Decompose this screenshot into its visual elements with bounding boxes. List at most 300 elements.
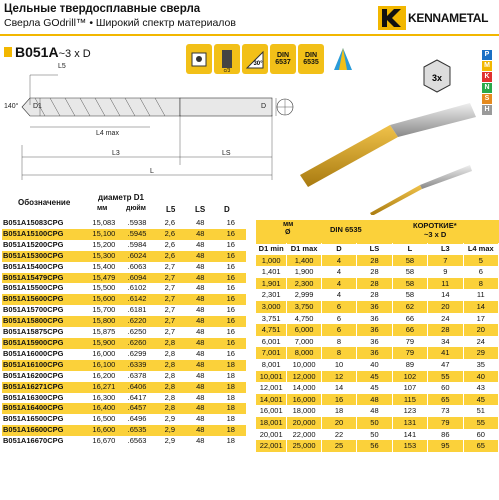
cell-ls: 48: [185, 425, 215, 436]
cell-d: 16: [226, 218, 235, 227]
table-row: [256, 255, 499, 267]
cell-l3: 14: [428, 289, 463, 301]
table-row: [256, 394, 499, 406]
table-row: [2, 338, 246, 349]
table-row: [2, 382, 246, 393]
table-row: [2, 283, 246, 294]
cell-inch: .6406: [120, 382, 155, 393]
cell-l5: 2,7: [164, 261, 176, 271]
cell-d: 8: [321, 336, 356, 348]
cell-l3: 9: [428, 266, 463, 278]
cell-l5: 2,6: [164, 218, 176, 227]
cell-d: 20: [321, 417, 356, 429]
cell-ls: 45: [357, 371, 392, 383]
cell-l3: 47: [428, 359, 463, 371]
material-p: P: [482, 50, 492, 60]
table-row: [256, 278, 499, 290]
materials-badge: [420, 55, 454, 95]
cell-code: B051A16600CPG: [2, 425, 88, 436]
table-row: [2, 273, 246, 284]
table-row: [2, 218, 246, 229]
cell-d: 12: [321, 371, 356, 383]
cell-ls: 48: [196, 370, 205, 380]
cell-d: 8: [321, 347, 356, 359]
cell-mm: 15,500: [92, 283, 116, 293]
cell-d1min: 3,751: [256, 313, 287, 325]
cell-inch: .6094: [120, 273, 155, 284]
cell-inch: .6457: [120, 403, 155, 414]
table-row: [2, 436, 246, 447]
cell-l5: 2,8: [155, 360, 186, 371]
cell-l4: 60: [463, 429, 498, 441]
cell-inch: .5984: [127, 239, 147, 249]
cell-d: 18: [216, 382, 246, 393]
cell-code: B051A15875CPG: [3, 327, 64, 337]
cell-inch: .6142: [120, 294, 155, 305]
cell-ls: 36: [357, 301, 392, 313]
cell-code: B051A16000CPG: [3, 348, 64, 358]
rt-col-l4: L4 max: [463, 243, 498, 255]
cell-code: B051A16100CPG: [2, 360, 88, 371]
cell-mm: 16,670: [92, 436, 116, 446]
cell-d1min: 3,000: [256, 301, 287, 313]
cell-d1max: 2,999: [287, 289, 321, 301]
cell-ls: 48: [196, 414, 205, 424]
cell-inch: .6181: [127, 305, 147, 315]
cell-ls: 48: [357, 405, 392, 417]
title-divider: [0, 34, 499, 36]
cell-l5: 2,6: [155, 229, 186, 240]
cell-ls: 48: [196, 283, 205, 293]
cell-d1min: 1,901: [256, 278, 287, 290]
cell-code: B051A15083CPG: [3, 218, 64, 227]
cell-d1max: 18,000: [287, 405, 321, 417]
cell-d1min: 6,001: [256, 336, 287, 348]
rt-header-short2: ~3 x D: [424, 230, 447, 239]
cell-mm: 16,600: [88, 425, 119, 436]
rt-col-d: D: [321, 243, 356, 255]
table-row: [256, 347, 499, 359]
cell-l4: 43: [463, 382, 498, 394]
cell-d1min: 22,001: [256, 440, 287, 452]
cell-d1min: 1,401: [256, 266, 287, 278]
cell-d: 4: [321, 289, 356, 301]
cell-mm: 16,200: [92, 370, 116, 380]
cell-l3: 11: [428, 278, 463, 290]
cell-d: 22: [321, 429, 356, 441]
model-suffix: ~3 x D: [58, 48, 91, 60]
cell-d: 25: [321, 440, 356, 452]
cell-code: B051A15700CPG: [3, 305, 64, 315]
cell-code: B051A15500CPG: [3, 283, 64, 293]
cell-mm: 15,300: [88, 251, 119, 262]
cell-d1max: 12,000: [287, 371, 321, 383]
cell-l: 107: [392, 382, 427, 394]
cell-code: B051A15200CPG: [3, 239, 64, 249]
table-row: [256, 266, 499, 278]
cell-d1min: 2,301: [256, 289, 287, 301]
cell-code: B051A15800CPG: [2, 316, 88, 327]
cell-d1min: 10,001: [256, 371, 287, 383]
cell-ls: 40: [357, 359, 392, 371]
cell-code: B051A16200CPG: [3, 370, 64, 380]
dim-d: D: [261, 103, 267, 110]
cell-l4: 29: [463, 347, 498, 359]
cell-d1max: 16,000: [287, 394, 321, 406]
cell-l4: 14: [463, 301, 498, 313]
cell-d: 16: [216, 338, 246, 349]
dim-l3: L3: [112, 150, 120, 157]
drill-product-photo: [300, 95, 490, 215]
cell-d: 16: [226, 348, 235, 358]
logo-text: KENNAMETAL: [408, 11, 489, 25]
cell-d: 18: [216, 360, 246, 371]
col-header-inch: дюйм: [126, 205, 146, 212]
cell-d1max: 7,000: [287, 336, 321, 348]
cell-d1min: 18,001: [256, 417, 287, 429]
cell-d1max: 2,300: [287, 278, 321, 290]
cell-inch: .6417: [127, 392, 147, 402]
table-row: [256, 429, 499, 441]
cell-inch: .5945: [120, 229, 155, 240]
cell-l4: 40: [463, 371, 498, 383]
cell-d1max: 6,000: [287, 324, 321, 336]
cell-l3: 41: [428, 347, 463, 359]
col-header-dia: диаметр D1: [98, 193, 144, 202]
cell-d: 16: [226, 305, 235, 315]
cell-ls: 48: [185, 338, 215, 349]
cell-code: B051A15600CPG: [2, 294, 88, 305]
dim-angle: 140°: [4, 103, 19, 110]
page-subtitle: Сверла GOdrill™ • Широкий спектр материалов: [4, 17, 236, 29]
table-row: [256, 359, 499, 371]
cell-d: 4: [321, 255, 356, 267]
cell-d1min: 8,001: [256, 359, 287, 371]
material-h: H: [482, 105, 492, 115]
cell-code: B051A16271CPG: [2, 382, 88, 393]
rt-header-short: КОРОТКИЕ*: [413, 221, 457, 230]
cell-d1max: 25,000: [287, 440, 321, 452]
cell-l: 79: [392, 336, 427, 348]
table-row: [2, 327, 246, 338]
cell-d1max: 1,900: [287, 266, 321, 278]
cell-ls: 56: [357, 440, 392, 452]
table-row: [256, 301, 499, 313]
cell-code: B051A16400CPG: [2, 403, 88, 414]
cell-ls: 45: [357, 382, 392, 394]
dim-ls: LS: [222, 150, 231, 157]
cell-d1max: 3,750: [287, 301, 321, 313]
cell-l4: 45: [463, 394, 498, 406]
cell-inch: .6024: [120, 251, 155, 262]
cell-l: 102: [392, 371, 427, 383]
cell-l5: 2,8: [155, 382, 186, 393]
cell-l3: 60: [428, 382, 463, 394]
cell-mm: 15,900: [88, 338, 119, 349]
cell-inch: .6563: [127, 436, 147, 446]
cell-code: B051A15900CPG: [2, 338, 88, 349]
cell-l5: 2,7: [155, 294, 186, 305]
cell-l3: 34: [428, 336, 463, 348]
dim-d1: D1: [33, 103, 42, 110]
cell-ls: 48: [196, 436, 205, 446]
cell-l3: 65: [428, 394, 463, 406]
table-row: [2, 229, 246, 240]
svg-text:c/3: c/3: [223, 68, 231, 74]
cell-ls: 48: [185, 360, 215, 371]
drill-tip-icon: [330, 44, 356, 74]
table-row: [2, 393, 246, 404]
cell-mm: 15,479: [88, 273, 119, 284]
cell-d1max: 1,400: [287, 255, 321, 267]
material-k: K: [482, 72, 492, 82]
cell-l: 115: [392, 394, 427, 406]
cell-inch: .6260: [120, 338, 155, 349]
cell-code: B051A16500CPG: [3, 414, 64, 424]
kennametal-logo: [378, 6, 496, 30]
table-row: [256, 382, 499, 394]
cell-d1max: 10,000: [287, 359, 321, 371]
cell-ls: 28: [357, 255, 392, 267]
table-row: [256, 405, 499, 417]
din-6535-label: DIN 6535: [303, 52, 319, 66]
table-row: [256, 440, 499, 452]
cell-d: 10: [321, 359, 356, 371]
cell-l4: 55: [463, 417, 498, 429]
cell-d1min: 12,001: [256, 382, 287, 394]
cell-ls: 48: [196, 392, 205, 402]
cell-mm: 15,875: [92, 327, 116, 337]
cell-ls: 48: [196, 261, 205, 271]
cell-l5: 2,7: [155, 273, 186, 284]
cell-l: 62: [392, 301, 427, 313]
cell-l4: 11: [463, 289, 498, 301]
cell-ls: 48: [185, 382, 215, 393]
rt-col-d1min: D1 min: [256, 243, 287, 255]
cell-code: B051A15400CPG: [3, 261, 64, 271]
cell-inch: .6220: [120, 316, 155, 327]
rt-header-mm: мм: [283, 221, 294, 228]
cell-code: B051A16670CPG: [3, 436, 64, 446]
cell-d: 16: [226, 283, 235, 293]
cell-code: B051A15300CPG: [2, 251, 88, 262]
cell-ls: 48: [185, 251, 215, 262]
cell-l3: 28: [428, 324, 463, 336]
cell-ls: 36: [357, 336, 392, 348]
cell-l4: 35: [463, 359, 498, 371]
cell-ls: 48: [196, 218, 205, 227]
cell-mm: 16,400: [88, 403, 119, 414]
rt-col-l3: L3: [428, 243, 463, 255]
cell-d: 18: [226, 370, 235, 380]
svg-text:30°: 30°: [253, 61, 263, 67]
cell-l3: 95: [428, 440, 463, 452]
col-header-d: D: [224, 205, 230, 214]
cell-l4: 65: [463, 440, 498, 452]
cell-d1min: 1,000: [256, 255, 287, 267]
cell-l: 153: [392, 440, 427, 452]
cell-l5: 2,6: [155, 251, 186, 262]
cell-d: 16: [216, 251, 246, 262]
col-header-code: Обозначение: [18, 198, 71, 207]
model-code: B051A: [15, 44, 59, 60]
cell-l: 66: [392, 313, 427, 325]
material-m: M: [482, 61, 492, 71]
cell-ls: 50: [357, 429, 392, 441]
cell-mm: 15,800: [88, 316, 119, 327]
cell-d: 18: [226, 436, 235, 446]
cell-ls: 48: [185, 229, 215, 240]
cell-l: 66: [392, 324, 427, 336]
cell-ls: 28: [357, 266, 392, 278]
cell-d: 4: [321, 278, 356, 290]
cell-mm: 16,100: [88, 360, 119, 371]
material-n: N: [482, 83, 492, 93]
cell-l4: 17: [463, 313, 498, 325]
cell-inch: .6535: [120, 425, 155, 436]
cell-mm: 16,500: [92, 414, 116, 424]
cell-d1max: 20,000: [287, 417, 321, 429]
cell-l5: 2,7: [155, 316, 186, 327]
col-header-mm: мм: [97, 205, 108, 212]
cell-inch: .6339: [120, 360, 155, 371]
cell-d: 18: [216, 403, 246, 414]
cell-ls: 48: [196, 327, 205, 337]
cell-l: 58: [392, 289, 427, 301]
cell-mm: 15,100: [88, 229, 119, 240]
cell-d: 16: [321, 394, 356, 406]
material-s: S: [482, 94, 492, 104]
din-6537-label: DIN 6537: [275, 52, 291, 66]
table-row: [256, 417, 499, 429]
cell-d: 16: [216, 229, 246, 240]
cell-mm: 15,200: [92, 239, 116, 249]
table-row: [2, 240, 246, 251]
cell-l5: 2,7: [164, 305, 176, 315]
cell-l5: 2,9: [164, 436, 176, 446]
cell-l3: 79: [428, 417, 463, 429]
cell-ls: 48: [357, 394, 392, 406]
table-row: [256, 371, 499, 383]
cell-d1max: 22,000: [287, 429, 321, 441]
cell-inch: .6378: [127, 370, 147, 380]
table-row: [2, 294, 246, 305]
cell-l4: 24: [463, 336, 498, 348]
kennametal-k-icon: [378, 6, 406, 30]
cell-l4: 8: [463, 278, 498, 290]
cell-d: 6: [321, 301, 356, 313]
cell-d1min: 16,001: [256, 405, 287, 417]
svg-text:3x: 3x: [431, 73, 443, 83]
rt-header-din: DIN 6535: [330, 225, 362, 234]
table-row: [256, 289, 499, 301]
cell-mm: 15,700: [92, 305, 116, 315]
size-table: [256, 243, 499, 452]
table-row: [256, 324, 499, 336]
cell-ls: 48: [185, 403, 215, 414]
cell-l: 58: [392, 255, 427, 267]
table-row: [2, 360, 246, 371]
cell-ls: 36: [357, 313, 392, 325]
cell-d: 16: [226, 261, 235, 271]
cell-inch: .6063: [127, 261, 147, 271]
product-table: [2, 218, 246, 447]
cell-d: 18: [321, 405, 356, 417]
cell-inch: .6496: [127, 414, 147, 424]
cell-d1max: 4,750: [287, 313, 321, 325]
rt-col-l: L: [392, 243, 427, 255]
cell-ls: 50: [357, 417, 392, 429]
cell-l4: 5: [463, 255, 498, 267]
cell-l5: 2,8: [155, 403, 186, 414]
cell-l3: 86: [428, 429, 463, 441]
cell-inch: .5938: [127, 218, 147, 227]
cell-l5: 2,8: [164, 348, 176, 358]
cell-d1min: 7,001: [256, 347, 287, 359]
cell-d1min: 4,751: [256, 324, 287, 336]
table-row: [2, 371, 246, 382]
table-row: [2, 425, 246, 436]
cell-l: 131: [392, 417, 427, 429]
table-row: [256, 313, 499, 325]
rt-col-ls: LS: [357, 243, 392, 255]
cell-ls: 28: [357, 278, 392, 290]
cell-d1max: 14,000: [287, 382, 321, 394]
table-row: [2, 414, 246, 425]
cell-mm: 16,271: [88, 382, 119, 393]
cell-l5: 2,7: [164, 283, 176, 293]
drill-drawing: [0, 55, 300, 185]
cell-d: 14: [321, 382, 356, 394]
cell-code: B051A15479CPG: [2, 273, 88, 284]
cell-d1max: 8,000: [287, 347, 321, 359]
cell-d: 18: [226, 414, 235, 424]
cell-l: 58: [392, 278, 427, 290]
cell-ls: 48: [196, 305, 205, 315]
cell-inch: .6250: [127, 327, 147, 337]
cell-ls: 48: [196, 239, 205, 249]
cell-l5: 2,9: [164, 414, 176, 424]
cell-l4: 20: [463, 324, 498, 336]
cell-mm: 15,083: [92, 218, 116, 227]
cell-l3: 7: [428, 255, 463, 267]
dim-l5: L5: [58, 63, 66, 70]
cell-l5: 2,8: [155, 338, 186, 349]
dim-l4: L4 max: [96, 130, 119, 137]
cell-d: 6: [321, 324, 356, 336]
cell-d1min: 14,001: [256, 394, 287, 406]
table-row: [2, 316, 246, 327]
dim-l: L: [150, 168, 154, 175]
cell-d: 6: [321, 313, 356, 325]
table-row: [2, 305, 246, 316]
cell-mm: 15,600: [88, 294, 119, 305]
cell-d: 18: [226, 392, 235, 402]
table-row: [2, 262, 246, 273]
col-header-l5: L5: [166, 205, 176, 214]
cell-l: 141: [392, 429, 427, 441]
cell-l: 79: [392, 347, 427, 359]
cell-l: 58: [392, 266, 427, 278]
cell-l4: 51: [463, 405, 498, 417]
cell-mm: 16,000: [92, 348, 116, 358]
cell-l: 123: [392, 405, 427, 417]
cell-d: 18: [216, 425, 246, 436]
cell-l5: 2,9: [155, 425, 186, 436]
col-header-ls: LS: [195, 205, 206, 214]
cell-l3: 24: [428, 313, 463, 325]
cell-mm: 16,300: [92, 392, 116, 402]
